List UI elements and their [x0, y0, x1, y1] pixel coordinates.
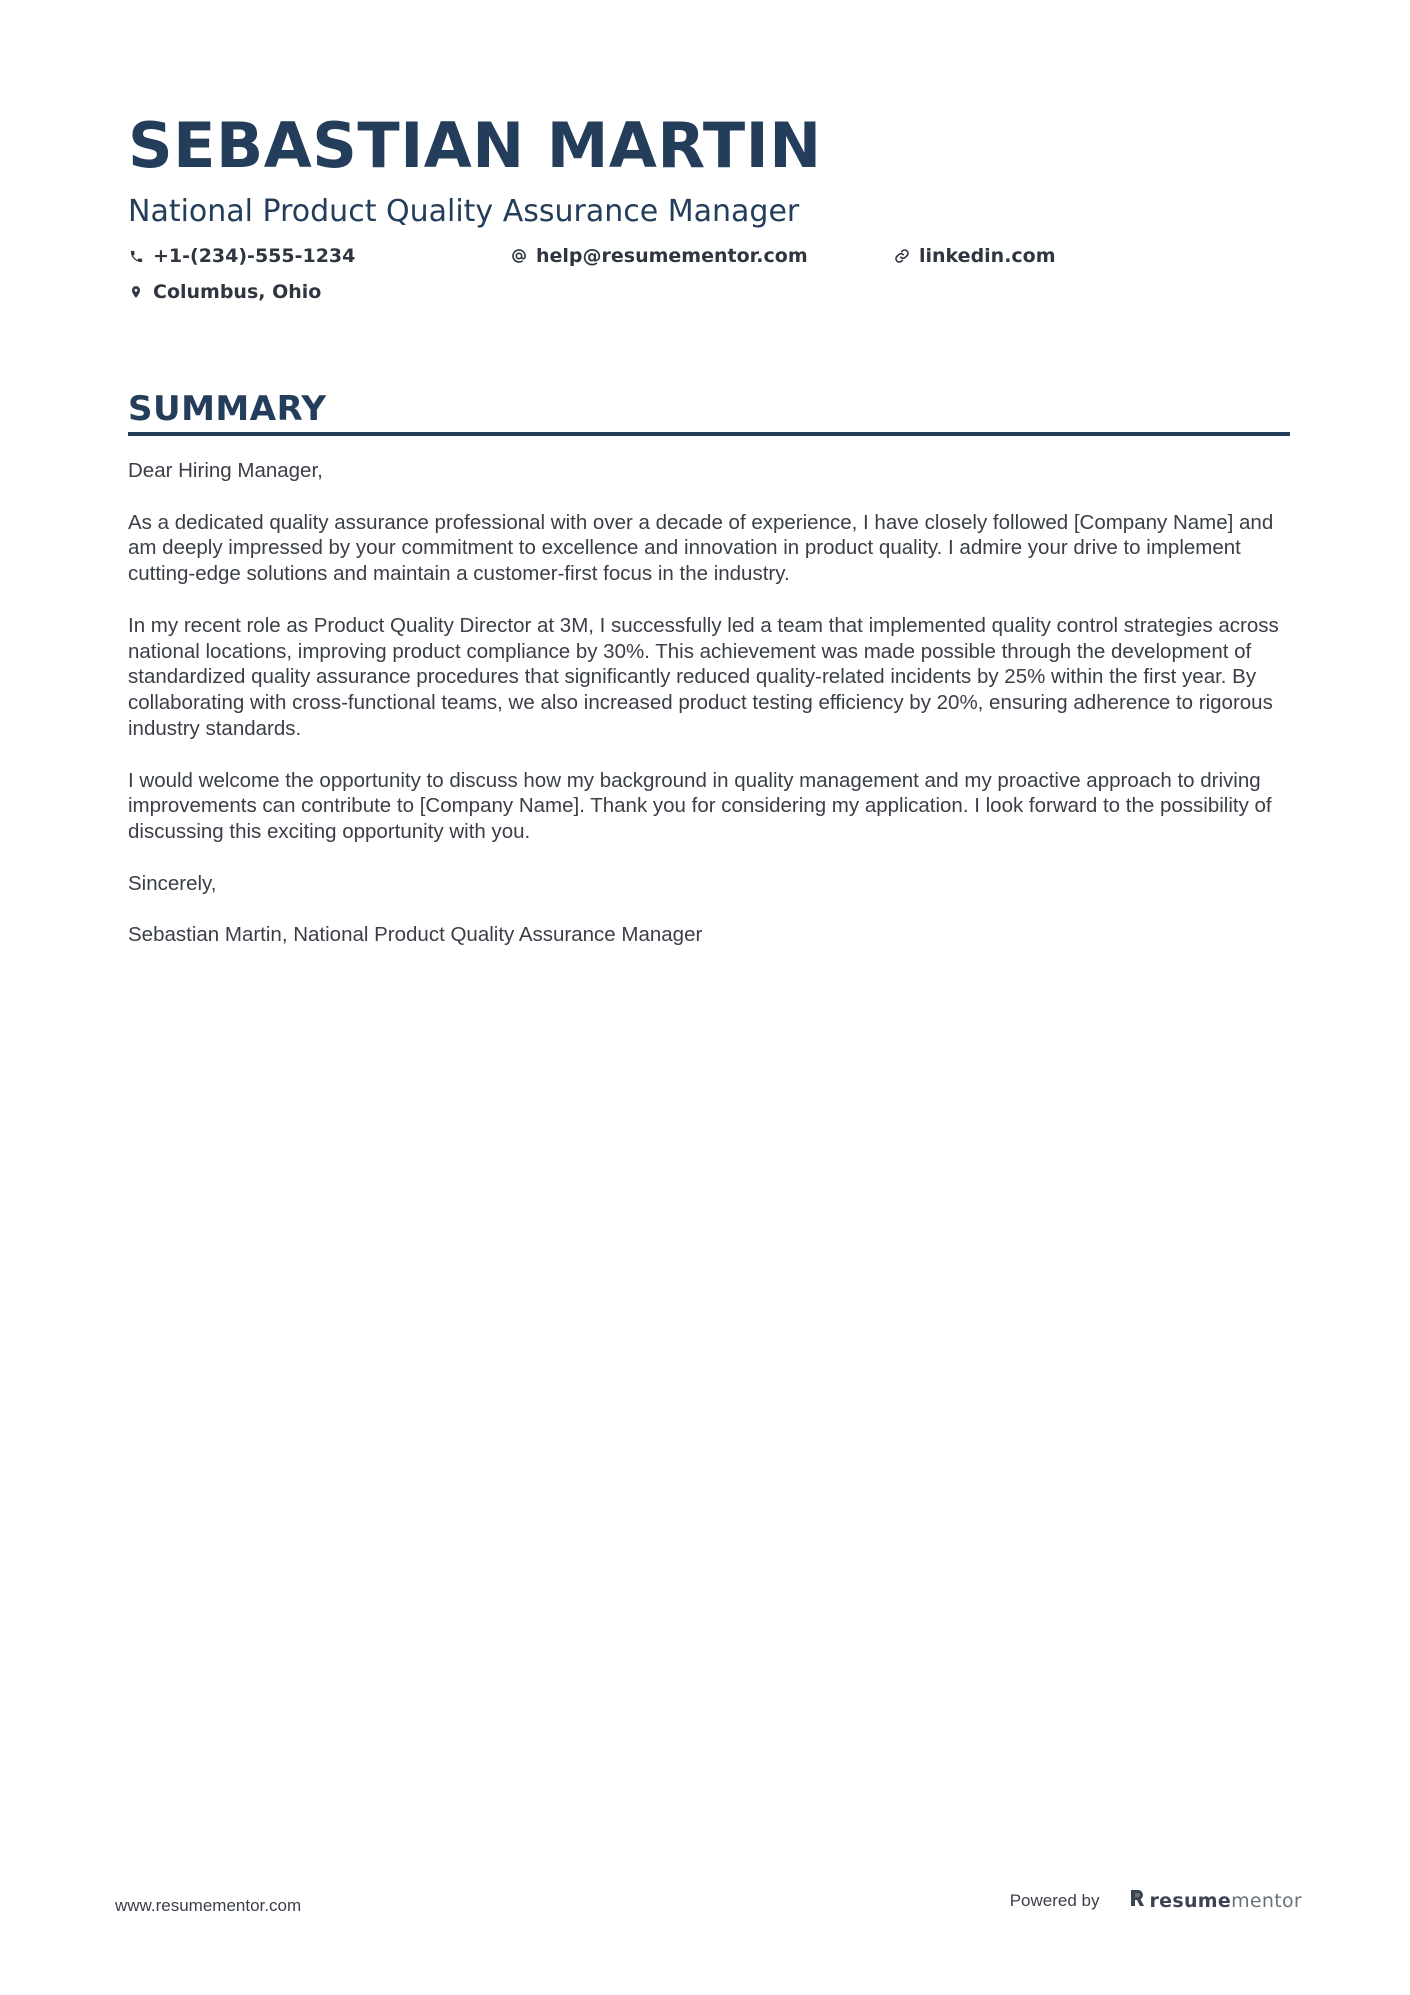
location-pin-icon: [128, 284, 144, 300]
signature-line: Sebastian Martin, National Product Quality Assurance Manager: [128, 923, 703, 947]
brand-name-part1: resume: [1149, 1889, 1232, 1912]
contact-phone: [128, 242, 511, 270]
link-icon: [894, 248, 910, 264]
powered-by-label: Powered by: [1009, 1890, 1100, 1910]
footer-branding: [1010, 1888, 1302, 1913]
at-icon: [511, 248, 527, 264]
phone-text: +1-(234)-555-1234: [153, 245, 356, 267]
contact-location: [128, 278, 511, 306]
resumementor-logo-icon: [1129, 1888, 1145, 1913]
summary-heading: SUMMARY: [128, 389, 327, 429]
resumementor-logo[interactable]: [1129, 1888, 1302, 1913]
section-divider: [128, 432, 1290, 436]
candidate-name: SEBASTIAN MARTIN: [128, 109, 822, 182]
footer-website[interactable]: www.resumementor.com: [115, 1896, 302, 1915]
email-text: help@resumementor.com: [536, 245, 808, 267]
cover-letter-page: [128, 108, 1290, 974]
letter-paragraph-experience: In my recent role as Product Quality Director at 3M, I successfully led a team that implemented quality control strategies across national locations, improving product compliance by 30%. This achievement was made possible through the development of standardized quality assurance procedures that significantly reduced quality-related incidents by 25% within the first year. By collaborating with cross-functional teams, we also increased product testing efficiency by 20%, ensuring adherence to rigorous industry standards.: [128, 613, 1279, 740]
brand-name-part2: mentor: [1231, 1889, 1302, 1912]
phone-icon: [128, 248, 144, 264]
salutation: Dear Hiring Manager,: [128, 459, 323, 482]
contact-linkedin: [894, 242, 1277, 270]
location-text: Columbus, Ohio: [153, 281, 322, 303]
contact-email: [511, 242, 894, 270]
candidate-job-title: National Product Quality Assurance Manager: [128, 194, 800, 229]
contact-info: [128, 242, 1290, 306]
letter-paragraph-closing: I would welcome the opportunity to discuss how my background in quality management and my proactive approach to driving improvements can contribute to [Company Name]. Thank you for considering my application. I look forward to the possibility of discussing this exciting opportunity with you.: [128, 768, 1272, 844]
linkedin-text: linkedin.com: [919, 245, 1056, 267]
letter-paragraph-intro: As a dedicated quality assurance professional with over a decade of experience, I have closely followed [Company Name] and am deeply impressed by your commitment to excellence and innovation in product quality. I admire your drive to implement cutting-edge solutions and maintain a customer-first focus in the industry.: [128, 510, 1274, 586]
letter-body: [128, 458, 1290, 948]
sign-off: Sincerely,: [128, 871, 217, 895]
